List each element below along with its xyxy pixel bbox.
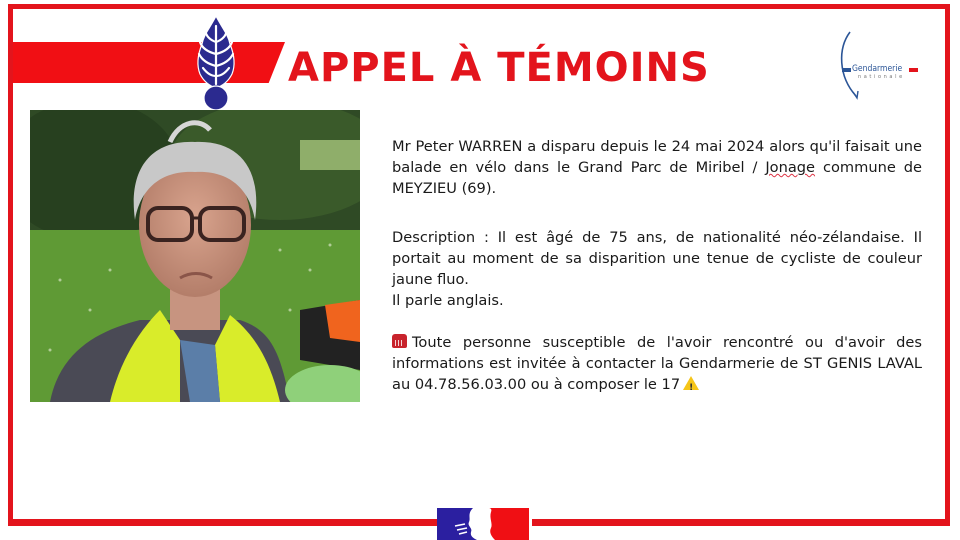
logo-subtext: nationale xyxy=(858,74,905,80)
disappearance-paragraph xyxy=(392,136,922,199)
page-title: APPEL À TÉMOINS xyxy=(288,45,710,91)
logo-text: Gendarmerie xyxy=(852,64,903,74)
disappearance-text: Mr Peter WARREN a disparu depuis le 24 mai 2024 alors qu'il faisait une balade en vélo dans le Grand Parc de Miribel / xyxy=(392,138,922,176)
place-name-underlined: Jonage xyxy=(765,159,816,176)
telephone-icon xyxy=(392,334,407,348)
description-text: Description : Il est âgé de 75 ans, de nationalité néo-zélandaise. Il portait au moment de sa disparition une tenue de cycliste de couleur jaune fluo. xyxy=(392,229,922,288)
description-paragraph xyxy=(392,227,922,311)
frame-bottom-left xyxy=(8,519,438,526)
disappearance-text-end: commune de MEYZIEU (69). xyxy=(392,159,922,197)
missing-person-photo xyxy=(30,110,360,402)
contact-paragraph xyxy=(392,332,922,395)
language-text: Il parle anglais. xyxy=(392,292,504,309)
frame-bottom-right xyxy=(532,519,950,526)
marianne-logo xyxy=(437,508,529,540)
logo-red-bar xyxy=(909,68,918,72)
header-red-band xyxy=(13,42,285,83)
grenade-flame-icon xyxy=(190,14,242,110)
gendarmerie-nationale-logo xyxy=(836,30,926,100)
contact-text: Toute personne susceptible de l'avoir rencontré ou d'avoir des informations est invitée à contacter la Gendarmerie de ST GENIS LAVAL au 04.78.56.03.00 ou à composer le 17 xyxy=(392,334,922,393)
logo-blue-bar xyxy=(842,68,851,72)
warning-icon xyxy=(683,376,699,390)
